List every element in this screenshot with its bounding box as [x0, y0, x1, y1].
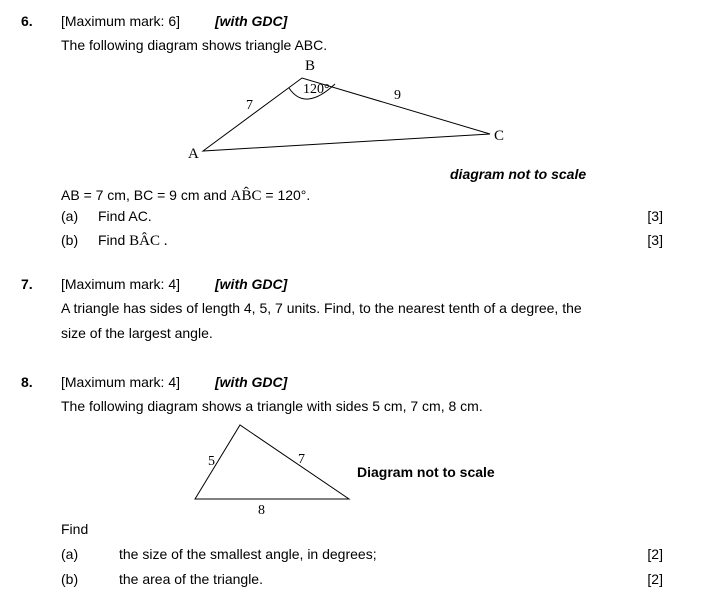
- q6-part-b-label: (b): [61, 232, 79, 248]
- q6-vertex-b: B: [305, 58, 316, 74]
- q6-not-to-scale-note: diagram not to scale: [450, 166, 587, 182]
- q6-vertex-a: A: [188, 146, 199, 162]
- q6-part-a-mark: [3]: [647, 208, 663, 224]
- q8-part-a-text: the size of the smallest angle, in degrees;: [119, 546, 377, 562]
- q8-triangle-shape: [195, 425, 349, 499]
- q6-angle-b-label: 120°: [303, 82, 330, 97]
- q6-vertex-c: C: [494, 128, 505, 144]
- q8-side-bottom-label: 8: [258, 503, 265, 518]
- q6-part-a-label: (a): [61, 208, 79, 224]
- q8-part-b-text: the area of the triangle.: [119, 571, 263, 587]
- q6-part-a-text: Find AC.: [98, 208, 152, 224]
- q8-intro: The following diagram shows a triangle with sides 5 cm, 7 cm, 8 cm.: [61, 398, 483, 414]
- q7-text-line-2: size of the largest angle.: [61, 325, 213, 341]
- q6-given-suffix: = 120°.: [265, 187, 311, 203]
- q7-max-mark: [Maximum mark: 4]: [61, 276, 181, 292]
- q8-find-label: Find: [61, 521, 89, 537]
- q6-number: 6.: [21, 13, 33, 29]
- q6-intro: The following diagram shows triangle ABC.: [61, 37, 328, 53]
- q6-side-ab-label: 7: [246, 98, 253, 113]
- q6-given-prefix: AB = 7 cm, BC = 9 cm and: [61, 187, 227, 203]
- q7-gdc-label: [with GDC]: [215, 276, 288, 292]
- q8-number: 8.: [21, 374, 33, 390]
- q6-side-bc-label: 9: [394, 88, 401, 103]
- q6-gdc-label: [with GDC]: [215, 13, 288, 29]
- q6-part-b-mark: [3]: [647, 232, 663, 248]
- q6-part-b-math: BÂC .: [129, 233, 168, 249]
- q8-not-to-scale-note: Diagram not to scale: [357, 464, 495, 480]
- q8-max-mark: [Maximum mark: 4]: [61, 374, 181, 390]
- q6-given-angle: AB̂C: [230, 188, 262, 204]
- q7-number: 7.: [21, 276, 33, 292]
- q8-part-b-mark: [2]: [647, 571, 663, 587]
- q8-side-left-label: 5: [208, 454, 215, 469]
- q8-side-right-label: 7: [298, 452, 305, 467]
- q6-max-mark: [Maximum mark: 6]: [61, 13, 181, 29]
- q7-text-line-1: A triangle has sides of length 4, 5, 7 units. Find, to the nearest tenth of a degree, the: [61, 300, 582, 316]
- q8-part-b-label: (b): [61, 571, 79, 587]
- q8-gdc-label: [with GDC]: [215, 374, 288, 390]
- q8-part-a-mark: [2]: [647, 546, 663, 562]
- q6-part-b-prefix: Find: [98, 232, 126, 248]
- q8-part-a-label: (a): [61, 546, 79, 562]
